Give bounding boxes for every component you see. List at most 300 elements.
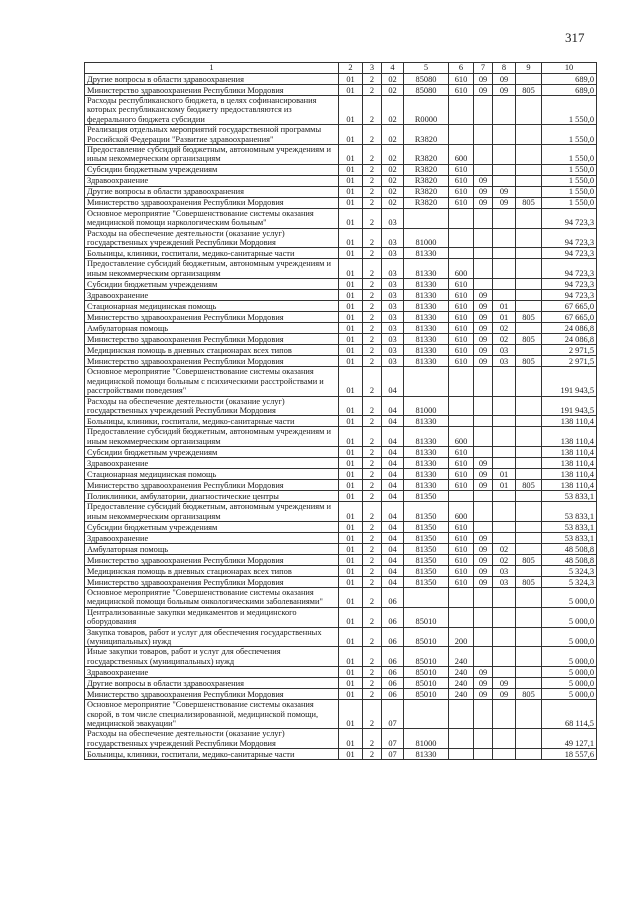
code-cell: 2 <box>363 96 382 125</box>
code-cell: 01 <box>339 458 363 469</box>
table-row <box>85 627 597 647</box>
row-name-cell: Амбулаторная помощь <box>85 543 339 554</box>
code-cell: R0000 <box>404 96 449 125</box>
code-cell <box>404 700 449 729</box>
code-cell: 06 <box>382 678 404 689</box>
code-cell: 01 <box>339 175 363 186</box>
code-cell: 2 <box>363 576 382 587</box>
code-cell: 81330 <box>404 279 449 290</box>
row-name-cell: Амбулаторная помощь <box>85 323 339 334</box>
code-cell: 610 <box>449 576 474 587</box>
code-cell: 81330 <box>404 312 449 323</box>
amount-cell: 67 665,0 <box>542 312 597 323</box>
code-cell: 02 <box>493 334 516 345</box>
code-cell: 2 <box>363 301 382 312</box>
table-row <box>85 554 597 565</box>
table-row <box>85 259 597 279</box>
code-cell: 04 <box>382 447 404 458</box>
amount-cell: 2 971,5 <box>542 345 597 356</box>
row-name-cell: Здравоохранение <box>85 532 339 543</box>
code-cell: 81000 <box>404 729 449 749</box>
code-cell: 240 <box>449 667 474 678</box>
table-row <box>85 85 597 96</box>
code-cell: 01 <box>493 312 516 323</box>
code-cell: 01 <box>339 521 363 532</box>
code-cell: 2 <box>363 85 382 96</box>
code-cell: 01 <box>339 208 363 228</box>
code-cell: 81330 <box>404 469 449 480</box>
code-cell: 02 <box>382 175 404 186</box>
amount-cell: 138 110,4 <box>542 416 597 427</box>
code-cell <box>493 175 516 186</box>
code-cell: 03 <box>382 323 404 334</box>
code-cell: 240 <box>449 647 474 667</box>
code-cell: 2 <box>363 427 382 447</box>
code-cell: 09 <box>474 543 493 554</box>
code-cell: 03 <box>382 279 404 290</box>
code-cell: 81330 <box>404 259 449 279</box>
code-cell: 2 <box>363 396 382 416</box>
code-cell: 04 <box>382 469 404 480</box>
code-cell: 81330 <box>404 345 449 356</box>
code-cell <box>493 367 516 396</box>
code-cell: 85010 <box>404 678 449 689</box>
code-cell: 02 <box>382 197 404 208</box>
code-cell: 01 <box>339 576 363 587</box>
code-cell: 85080 <box>404 74 449 85</box>
column-header: 9 <box>516 63 542 74</box>
code-cell: 02 <box>493 543 516 554</box>
code-cell: 01 <box>339 259 363 279</box>
code-cell: 81330 <box>404 323 449 334</box>
row-name-cell: Здравоохранение <box>85 290 339 301</box>
table-row <box>85 96 597 125</box>
code-cell: 81330 <box>404 290 449 301</box>
row-name-cell: Основное мероприятие "Совершенствование системы оказания скорой, в том числе специализированной, медицинской помощи, медицинской эвакуации" <box>85 700 339 729</box>
code-cell <box>493 532 516 543</box>
amount-cell: 53 833,1 <box>542 532 597 543</box>
code-cell: 805 <box>516 480 542 491</box>
code-cell: 04 <box>382 532 404 543</box>
code-cell <box>474 587 493 607</box>
row-name-cell: Расходы на обеспечение деятельности (оказание услуг) государственных учреждений Республики Мордовия <box>85 396 339 416</box>
code-cell: 06 <box>382 607 404 627</box>
row-name-cell: Министерство здравоохранения Республики Мордовия <box>85 312 339 323</box>
table-row <box>85 416 597 427</box>
row-name-cell: Министерство здравоохранения Республики Мордовия <box>85 85 339 96</box>
code-cell: 2 <box>363 532 382 543</box>
code-cell <box>516 228 542 248</box>
code-cell <box>516 627 542 647</box>
code-cell <box>474 228 493 248</box>
code-cell <box>516 469 542 480</box>
code-cell: 04 <box>382 367 404 396</box>
code-cell <box>516 587 542 607</box>
code-cell: 09 <box>474 576 493 587</box>
code-cell <box>474 700 493 729</box>
table-row <box>85 74 597 85</box>
code-cell: 03 <box>382 334 404 345</box>
code-cell: 01 <box>339 587 363 607</box>
code-cell: 610 <box>449 480 474 491</box>
code-cell: 07 <box>382 749 404 760</box>
code-cell <box>516 521 542 532</box>
table-row <box>85 125 597 145</box>
code-cell: 2 <box>363 290 382 301</box>
code-cell: 04 <box>382 427 404 447</box>
amount-cell: 1 550,0 <box>542 145 597 165</box>
code-cell: 01 <box>339 447 363 458</box>
code-cell: 610 <box>449 312 474 323</box>
amount-cell: 49 127,1 <box>542 729 597 749</box>
code-cell: 2 <box>363 521 382 532</box>
row-name-cell: Реализация отдельных мероприятий государственной программы Российской Федерации "Развитие здравоохранения" <box>85 125 339 145</box>
code-cell: 2 <box>363 565 382 576</box>
code-cell: 09 <box>474 469 493 480</box>
table-row <box>85 164 597 175</box>
code-cell: 04 <box>382 521 404 532</box>
code-cell <box>516 248 542 259</box>
table-row <box>85 301 597 312</box>
amount-cell: 24 086,8 <box>542 323 597 334</box>
code-cell <box>493 502 516 522</box>
code-cell: 81350 <box>404 565 449 576</box>
code-cell: 01 <box>339 749 363 760</box>
code-cell: 09 <box>474 565 493 576</box>
amount-cell: 53 833,1 <box>542 521 597 532</box>
amount-cell: 94 723,3 <box>542 279 597 290</box>
code-cell: 2 <box>363 491 382 502</box>
code-cell <box>449 125 474 145</box>
code-cell: 09 <box>474 334 493 345</box>
code-cell: 01 <box>339 627 363 647</box>
code-cell: 01 <box>339 667 363 678</box>
code-cell: 09 <box>474 175 493 186</box>
code-cell <box>493 259 516 279</box>
code-cell: R3820 <box>404 175 449 186</box>
row-name-cell: Поликлиники, амбулатории, диагностические центры <box>85 491 339 502</box>
amount-cell: 138 110,4 <box>542 427 597 447</box>
row-name-cell: Субсидии бюджетным учреждениям <box>85 279 339 290</box>
code-cell: 09 <box>474 197 493 208</box>
code-cell <box>516 447 542 458</box>
code-cell: 02 <box>382 85 404 96</box>
code-cell <box>493 248 516 259</box>
code-cell <box>474 427 493 447</box>
code-cell: 85010 <box>404 647 449 667</box>
code-cell: 04 <box>382 554 404 565</box>
code-cell: 610 <box>449 458 474 469</box>
code-cell: 2 <box>363 186 382 197</box>
code-cell: 81350 <box>404 491 449 502</box>
code-cell <box>449 607 474 627</box>
table-row <box>85 532 597 543</box>
code-cell: 805 <box>516 356 542 367</box>
code-cell: 2 <box>363 312 382 323</box>
code-cell: 02 <box>382 125 404 145</box>
code-cell: 610 <box>449 554 474 565</box>
column-header: 6 <box>449 63 474 74</box>
code-cell <box>474 627 493 647</box>
table-row <box>85 647 597 667</box>
code-cell: 2 <box>363 667 382 678</box>
code-cell: 2 <box>363 356 382 367</box>
code-cell <box>493 228 516 248</box>
table-body <box>85 74 597 760</box>
code-cell: 01 <box>339 290 363 301</box>
column-header: 4 <box>382 63 404 74</box>
code-cell: 2 <box>363 367 382 396</box>
code-cell: 85010 <box>404 607 449 627</box>
code-cell: 2 <box>363 416 382 427</box>
row-name-cell: Больницы, клиники, госпитали, медико-санитарные части <box>85 749 339 760</box>
table-row <box>85 186 597 197</box>
code-cell: 805 <box>516 334 542 345</box>
row-name-cell: Министерство здравоохранения Республики Мордовия <box>85 689 339 700</box>
table-row <box>85 290 597 301</box>
code-cell: 2 <box>363 607 382 627</box>
code-cell: 09 <box>474 85 493 96</box>
code-cell <box>493 396 516 416</box>
table-row <box>85 607 597 627</box>
code-cell: 09 <box>493 197 516 208</box>
code-cell: 09 <box>474 689 493 700</box>
code-cell: 09 <box>474 356 493 367</box>
code-cell <box>493 627 516 647</box>
amount-cell: 689,0 <box>542 85 597 96</box>
row-name-cell: Субсидии бюджетным учреждениям <box>85 447 339 458</box>
code-cell: 04 <box>382 480 404 491</box>
code-cell <box>493 700 516 729</box>
code-cell: 02 <box>382 164 404 175</box>
code-cell: 04 <box>382 458 404 469</box>
code-cell <box>516 125 542 145</box>
code-cell: 09 <box>493 85 516 96</box>
amount-cell: 94 723,3 <box>542 228 597 248</box>
amount-cell: 5 000,0 <box>542 689 597 700</box>
code-cell: 2 <box>363 259 382 279</box>
code-cell: 01 <box>339 334 363 345</box>
code-cell <box>516 729 542 749</box>
code-cell <box>516 259 542 279</box>
amount-cell: 1 550,0 <box>542 197 597 208</box>
code-cell: 2 <box>363 228 382 248</box>
code-cell: 01 <box>493 480 516 491</box>
code-cell: 805 <box>516 576 542 587</box>
code-cell <box>404 587 449 607</box>
code-cell: 81350 <box>404 521 449 532</box>
code-cell: 805 <box>516 689 542 700</box>
code-cell <box>493 607 516 627</box>
table-row <box>85 491 597 502</box>
column-header: 7 <box>474 63 493 74</box>
code-cell <box>493 729 516 749</box>
table-row <box>85 587 597 607</box>
code-cell <box>516 491 542 502</box>
code-cell <box>493 647 516 667</box>
row-name-cell: Закупка товаров, работ и услуг для обеспечения государственных (муниципальных) нужд <box>85 627 339 647</box>
code-cell: 06 <box>382 667 404 678</box>
code-cell: 02 <box>382 96 404 125</box>
code-cell: 81330 <box>404 458 449 469</box>
code-cell <box>474 96 493 125</box>
code-cell: 01 <box>339 74 363 85</box>
code-cell: 06 <box>382 689 404 700</box>
code-cell <box>516 502 542 522</box>
code-cell <box>474 248 493 259</box>
code-cell: 03 <box>382 290 404 301</box>
table-row <box>85 565 597 576</box>
code-cell: 610 <box>449 197 474 208</box>
code-cell: 805 <box>516 312 542 323</box>
code-cell: 01 <box>339 491 363 502</box>
code-cell: 01 <box>339 416 363 427</box>
code-cell: 02 <box>493 554 516 565</box>
code-cell <box>474 259 493 279</box>
code-cell: 81330 <box>404 334 449 345</box>
code-cell: 81350 <box>404 502 449 522</box>
code-cell: 610 <box>449 301 474 312</box>
row-name-cell: Субсидии бюджетным учреждениям <box>85 521 339 532</box>
code-cell <box>449 749 474 760</box>
amount-cell: 24 086,8 <box>542 334 597 345</box>
code-cell: 600 <box>449 502 474 522</box>
code-cell <box>516 565 542 576</box>
code-cell <box>474 502 493 522</box>
amount-cell: 5 000,0 <box>542 678 597 689</box>
code-cell: R3820 <box>404 145 449 165</box>
code-cell <box>493 521 516 532</box>
row-name-cell: Медицинская помощь в дневных стационарах всех типов <box>85 345 339 356</box>
code-cell: 81000 <box>404 228 449 248</box>
code-cell: 09 <box>474 554 493 565</box>
code-cell <box>474 416 493 427</box>
code-cell <box>516 700 542 729</box>
code-cell: 01 <box>339 323 363 334</box>
amount-cell: 191 943,5 <box>542 396 597 416</box>
code-cell: 85080 <box>404 85 449 96</box>
code-cell: 04 <box>382 565 404 576</box>
column-header: 3 <box>363 63 382 74</box>
code-cell: 600 <box>449 145 474 165</box>
code-cell: 09 <box>493 678 516 689</box>
budget-table <box>84 62 597 760</box>
code-cell: 81330 <box>404 416 449 427</box>
code-cell: 81350 <box>404 543 449 554</box>
row-name-cell: Расходы на обеспечение деятельности (оказание услуг) государственных учреждений Республики Мордовия <box>85 729 339 749</box>
code-cell: 610 <box>449 186 474 197</box>
code-cell: 240 <box>449 678 474 689</box>
code-cell: 85010 <box>404 667 449 678</box>
table-row <box>85 356 597 367</box>
table-row <box>85 208 597 228</box>
code-cell: 03 <box>493 356 516 367</box>
code-cell: 2 <box>363 345 382 356</box>
code-cell: 01 <box>339 700 363 729</box>
amount-cell: 1 550,0 <box>542 164 597 175</box>
code-cell: 2 <box>363 627 382 647</box>
table-row <box>85 678 597 689</box>
amount-cell: 48 508,8 <box>542 543 597 554</box>
code-cell <box>449 396 474 416</box>
code-cell <box>493 416 516 427</box>
table-row <box>85 458 597 469</box>
code-cell: 610 <box>449 175 474 186</box>
table-row <box>85 248 597 259</box>
code-cell: 03 <box>382 228 404 248</box>
code-cell: 01 <box>339 345 363 356</box>
code-cell: 04 <box>382 502 404 522</box>
code-cell: 2 <box>363 279 382 290</box>
amount-cell: 138 110,4 <box>542 469 597 480</box>
amount-cell: 5 000,0 <box>542 587 597 607</box>
code-cell: 2 <box>363 447 382 458</box>
code-cell: 01 <box>493 469 516 480</box>
row-name-cell: Здравоохранение <box>85 175 339 186</box>
code-cell <box>516 186 542 197</box>
table-row <box>85 228 597 248</box>
code-cell: 2 <box>363 175 382 186</box>
code-cell: 805 <box>516 197 542 208</box>
row-name-cell: Субсидии бюджетным учреждениям <box>85 164 339 175</box>
code-cell <box>516 279 542 290</box>
code-cell: 09 <box>474 345 493 356</box>
code-cell: 07 <box>382 729 404 749</box>
code-cell <box>449 587 474 607</box>
row-name-cell: Министерство здравоохранения Республики Мордовия <box>85 356 339 367</box>
code-cell: 805 <box>516 85 542 96</box>
amount-cell: 1 550,0 <box>542 96 597 125</box>
code-cell: 01 <box>339 502 363 522</box>
code-cell: 610 <box>449 532 474 543</box>
code-cell <box>449 228 474 248</box>
row-name-cell: Другие вопросы в области здравоохранения <box>85 186 339 197</box>
code-cell: 04 <box>382 491 404 502</box>
amount-cell: 48 508,8 <box>542 554 597 565</box>
code-cell <box>493 290 516 301</box>
amount-cell: 1 550,0 <box>542 186 597 197</box>
table-row <box>85 447 597 458</box>
code-cell: 01 <box>339 607 363 627</box>
code-cell: 01 <box>339 125 363 145</box>
amount-cell: 68 114,5 <box>542 700 597 729</box>
code-cell <box>474 647 493 667</box>
amount-cell: 1 550,0 <box>542 125 597 145</box>
code-cell: 04 <box>382 576 404 587</box>
code-cell: 610 <box>449 543 474 554</box>
code-cell: 85010 <box>404 627 449 647</box>
code-cell <box>449 491 474 502</box>
code-cell: 2 <box>363 700 382 729</box>
row-name-cell: Предоставление субсидий бюджетным, автономным учреждениям и иным некоммерческим организациям <box>85 145 339 165</box>
code-cell: 09 <box>474 480 493 491</box>
code-cell: 2 <box>363 749 382 760</box>
table-row <box>85 279 597 290</box>
code-cell: 81330 <box>404 749 449 760</box>
code-cell <box>493 491 516 502</box>
amount-cell: 94 723,3 <box>542 208 597 228</box>
code-cell: 09 <box>474 301 493 312</box>
row-name-cell: Министерство здравоохранения Республики Мордовия <box>85 576 339 587</box>
code-cell: 09 <box>474 532 493 543</box>
code-cell <box>516 543 542 554</box>
amount-cell: 5 000,0 <box>542 627 597 647</box>
code-cell: 01 <box>339 678 363 689</box>
code-cell: 03 <box>382 208 404 228</box>
row-name-cell: Стационарная медицинская помощь <box>85 301 339 312</box>
code-cell: 01 <box>339 301 363 312</box>
code-cell: 81330 <box>404 427 449 447</box>
